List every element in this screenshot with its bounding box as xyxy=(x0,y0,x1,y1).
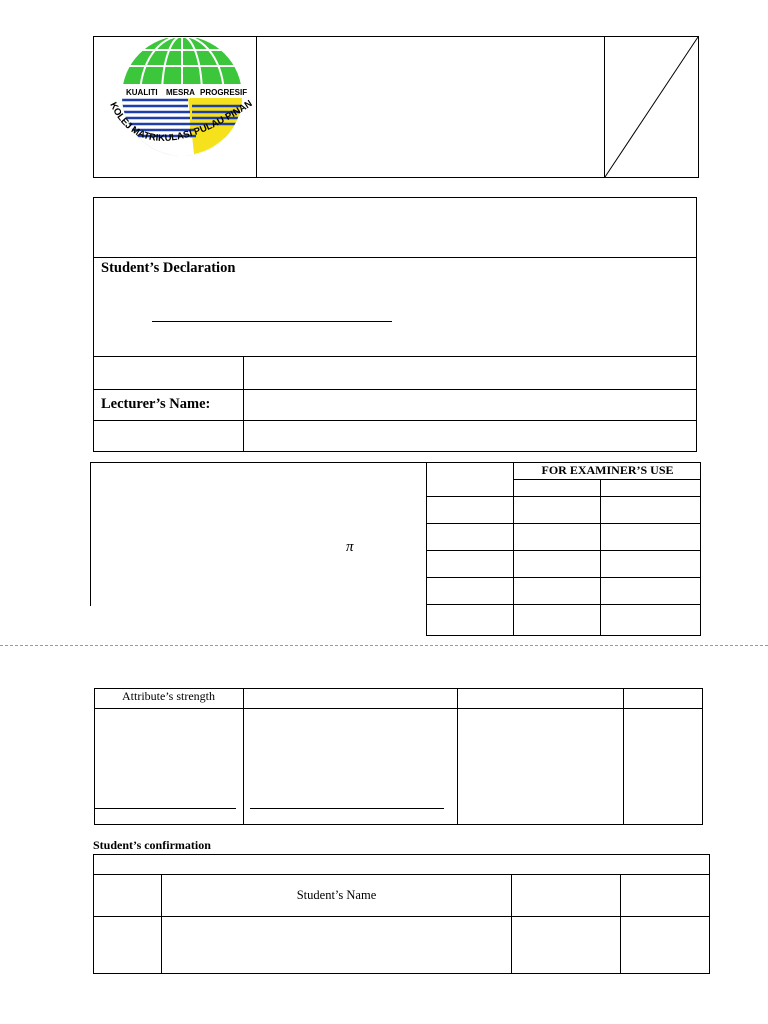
examiner-table xyxy=(426,462,701,636)
attribute-signature-line-1[interactable] xyxy=(94,808,236,809)
confirmation-row-line-2 xyxy=(93,916,710,917)
declaration-row-line-3 xyxy=(93,389,697,390)
examiner-row-line-4 xyxy=(426,577,701,578)
lecturer-name-field[interactable] xyxy=(245,391,695,419)
attribute-col-line-3 xyxy=(623,688,624,825)
student-confirmation-heading: Student’s confirmation xyxy=(93,838,211,852)
student-name-field[interactable] xyxy=(163,918,510,973)
attribute-col-line-2 xyxy=(457,688,458,825)
declaration-col-line xyxy=(243,356,244,452)
page-break xyxy=(0,645,768,646)
examiner-use-header: FOR EXAMINER’S USE xyxy=(541,463,674,477)
college-logo xyxy=(104,38,256,178)
examiner-col-line-2 xyxy=(600,479,601,636)
question-box-left xyxy=(90,462,91,606)
declaration-row-line-1 xyxy=(93,257,697,258)
attribute-col-line-1 xyxy=(243,688,244,825)
attribute-header-line xyxy=(94,708,703,709)
student-name-header: Student’s Name xyxy=(296,888,377,902)
examiner-subheader-line xyxy=(513,479,701,480)
pi-symbol: π xyxy=(346,539,354,555)
attribute-signature-line-2[interactable] xyxy=(250,808,444,809)
attribute-strength-header: Attribute’s strength xyxy=(122,689,215,703)
confirmation-col-line-2 xyxy=(511,874,512,974)
logo-motto-left: KUALITI xyxy=(126,88,158,97)
examiner-row-line-2 xyxy=(426,523,701,524)
question-box-top xyxy=(91,462,426,463)
examiner-row-line-1 xyxy=(426,496,701,497)
declaration-row-line-4 xyxy=(93,420,697,421)
logo-motto-right: PROGRESIF xyxy=(200,88,248,97)
signature-line[interactable] xyxy=(152,321,392,322)
examiner-row-line-5 xyxy=(426,604,701,605)
confirmation-col-line-3 xyxy=(620,874,621,974)
student-declaration-heading: Student’s Declaration xyxy=(101,260,236,276)
declaration-row-line-2 xyxy=(93,356,697,357)
examiner-row-line-3 xyxy=(426,550,701,551)
logo-college-name: KOLEJ MATRIKULASI PULAU PINAN xyxy=(107,98,255,145)
lecturer-name-label: Lecturer’s Name: xyxy=(101,396,211,412)
diagonal-slash xyxy=(604,36,699,178)
header-divider-left xyxy=(256,36,257,178)
examiner-col-line-1 xyxy=(513,462,514,636)
logo-motto-mid: MESRA xyxy=(166,88,195,97)
